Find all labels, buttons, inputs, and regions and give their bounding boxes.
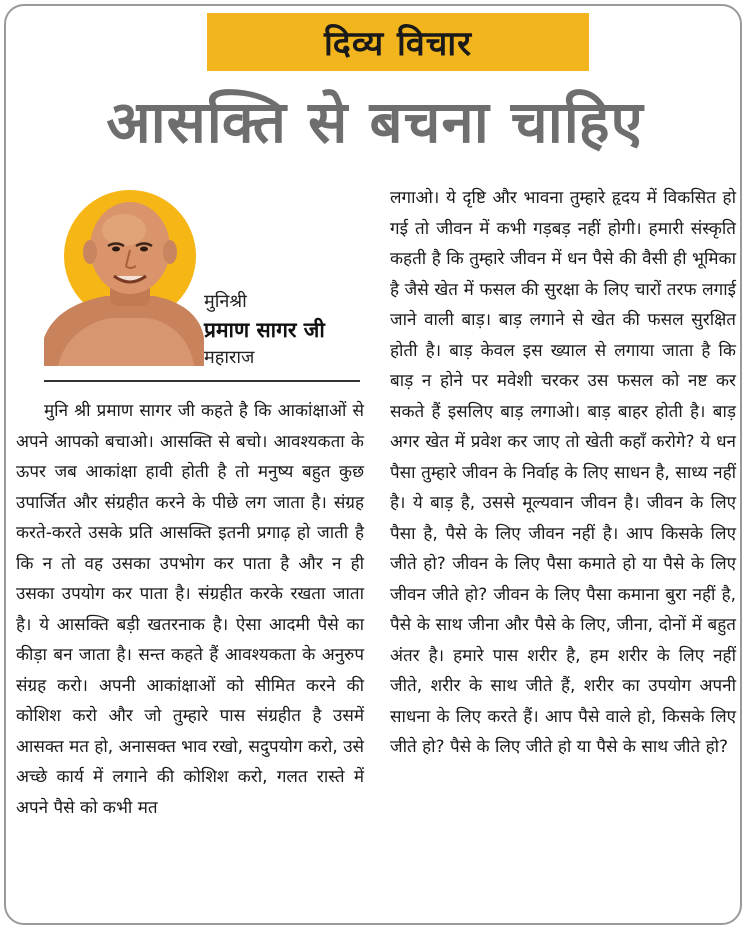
article-body-right-column: लगाओ। ये दृष्टि और भावना तुम्हारे हृदय में विकसित हो गई तो जीवन में कभी गड़बड़ नहीं होगी। हमारी संस्कृति कहती है कि तुम्हारे जीवन में धन पैसे की वैसी ही भूमिका है जैसे खेत में फसल की सुरक्षा के लिए चारों तरफ लगाई जाने वाली बाड़। बाड़ लगाने से खेत की फसल सुरक्षित होती है। बाड़ केवल इस ख्याल से लगाया जाता है कि बाड़ न होने पर मवेशी चरकर उस फसल को नष्ट कर सकते हैं इसलिए बाड़ लगाओ। बाड़ बाहर होती है। बाड़ अगर खेत में प्रवेश कर जाए तो खेती कहाँ करोगे? ये धन पैसा तुम्हारे जीवन के निर्वाह के लिए साधन है, साध्य नहीं है। ये बाड़ है, उससे मूल्यवान जीवन है। जीवन के लिए पैसा है, पैसे के लिए जीवन नहीं है। आप किसके लिए जीते हो? जीवन के लिए पैसा कमाते हो या पैसे के लिए जीवन जीते हो? जीवन के लिए पैसा कमाना बुरा नहीं है, पैसे के साथ जीना और पैसे के लिए, जीना, दोनों में बहुत अंतर है। हमारे पास शरीर है, हम शरीर के लिए नहीं जीते, शरीर के साथ जीते हैं, शरीर का उपयोग अपनी साधना के लिए करते हैं। आप पैसे वाले हो, किसके लिए जीते हो? पैसे के लिए जीते हो या पैसे के साथ जीते हो? <box>390 188 736 757</box>
author-portrait <box>44 188 204 366</box>
section-banner-label: दिव्य विचार <box>323 24 473 64</box>
article-headline: आसक्ति से बचना चाहिए <box>106 88 644 156</box>
section-banner <box>207 13 589 71</box>
author-suffix: महाराज <box>204 347 255 368</box>
author-prefix: मुनिश्री <box>204 291 247 312</box>
byline-divider <box>44 380 360 382</box>
article-body-left-column: मुनि श्री प्रमाण सागर जी कहते है कि आकांक्षाओं से अपने आपको बचाओ। आसक्ति से बचो। आवश्यकता के ऊपर जब आकांक्षा हावी होती है तो मनुष्य बहुत कुछ उपार्जित और संग्रहीत करने के पीछे लग जाता है। संग्रह करते-करते उसके प्रति आसक्ति इतनी प्रगाढ़ हो जाती है कि न तो वह उसका उपभोग कर पाता है और न ही उसका उपयोग कर पाता है। संग्रहीत करके रखता जाता है। ये आसक्ति बड़ी खतरनाक है। ऐसा आदमी पैसे का कीड़ा बन जाता है। सन्त कहते हैं आवश्यकता के अनुरुप संग्रह करो। अपनी आकांक्षाओं को सीमित करने की कोशिश करो और जो तुम्हारे पास संग्रहीत है उसमें आसक्त मत हो, अनासक्त भाव रखो, सदुपयोग करो, उसे अच्छे कार्य में लगाने की कोशिश करो, गलत रास्ते में अपने पैसे को कभी मत <box>16 401 364 818</box>
author-name: प्रमाण सागर जी <box>204 318 325 342</box>
author-byline <box>204 288 325 372</box>
